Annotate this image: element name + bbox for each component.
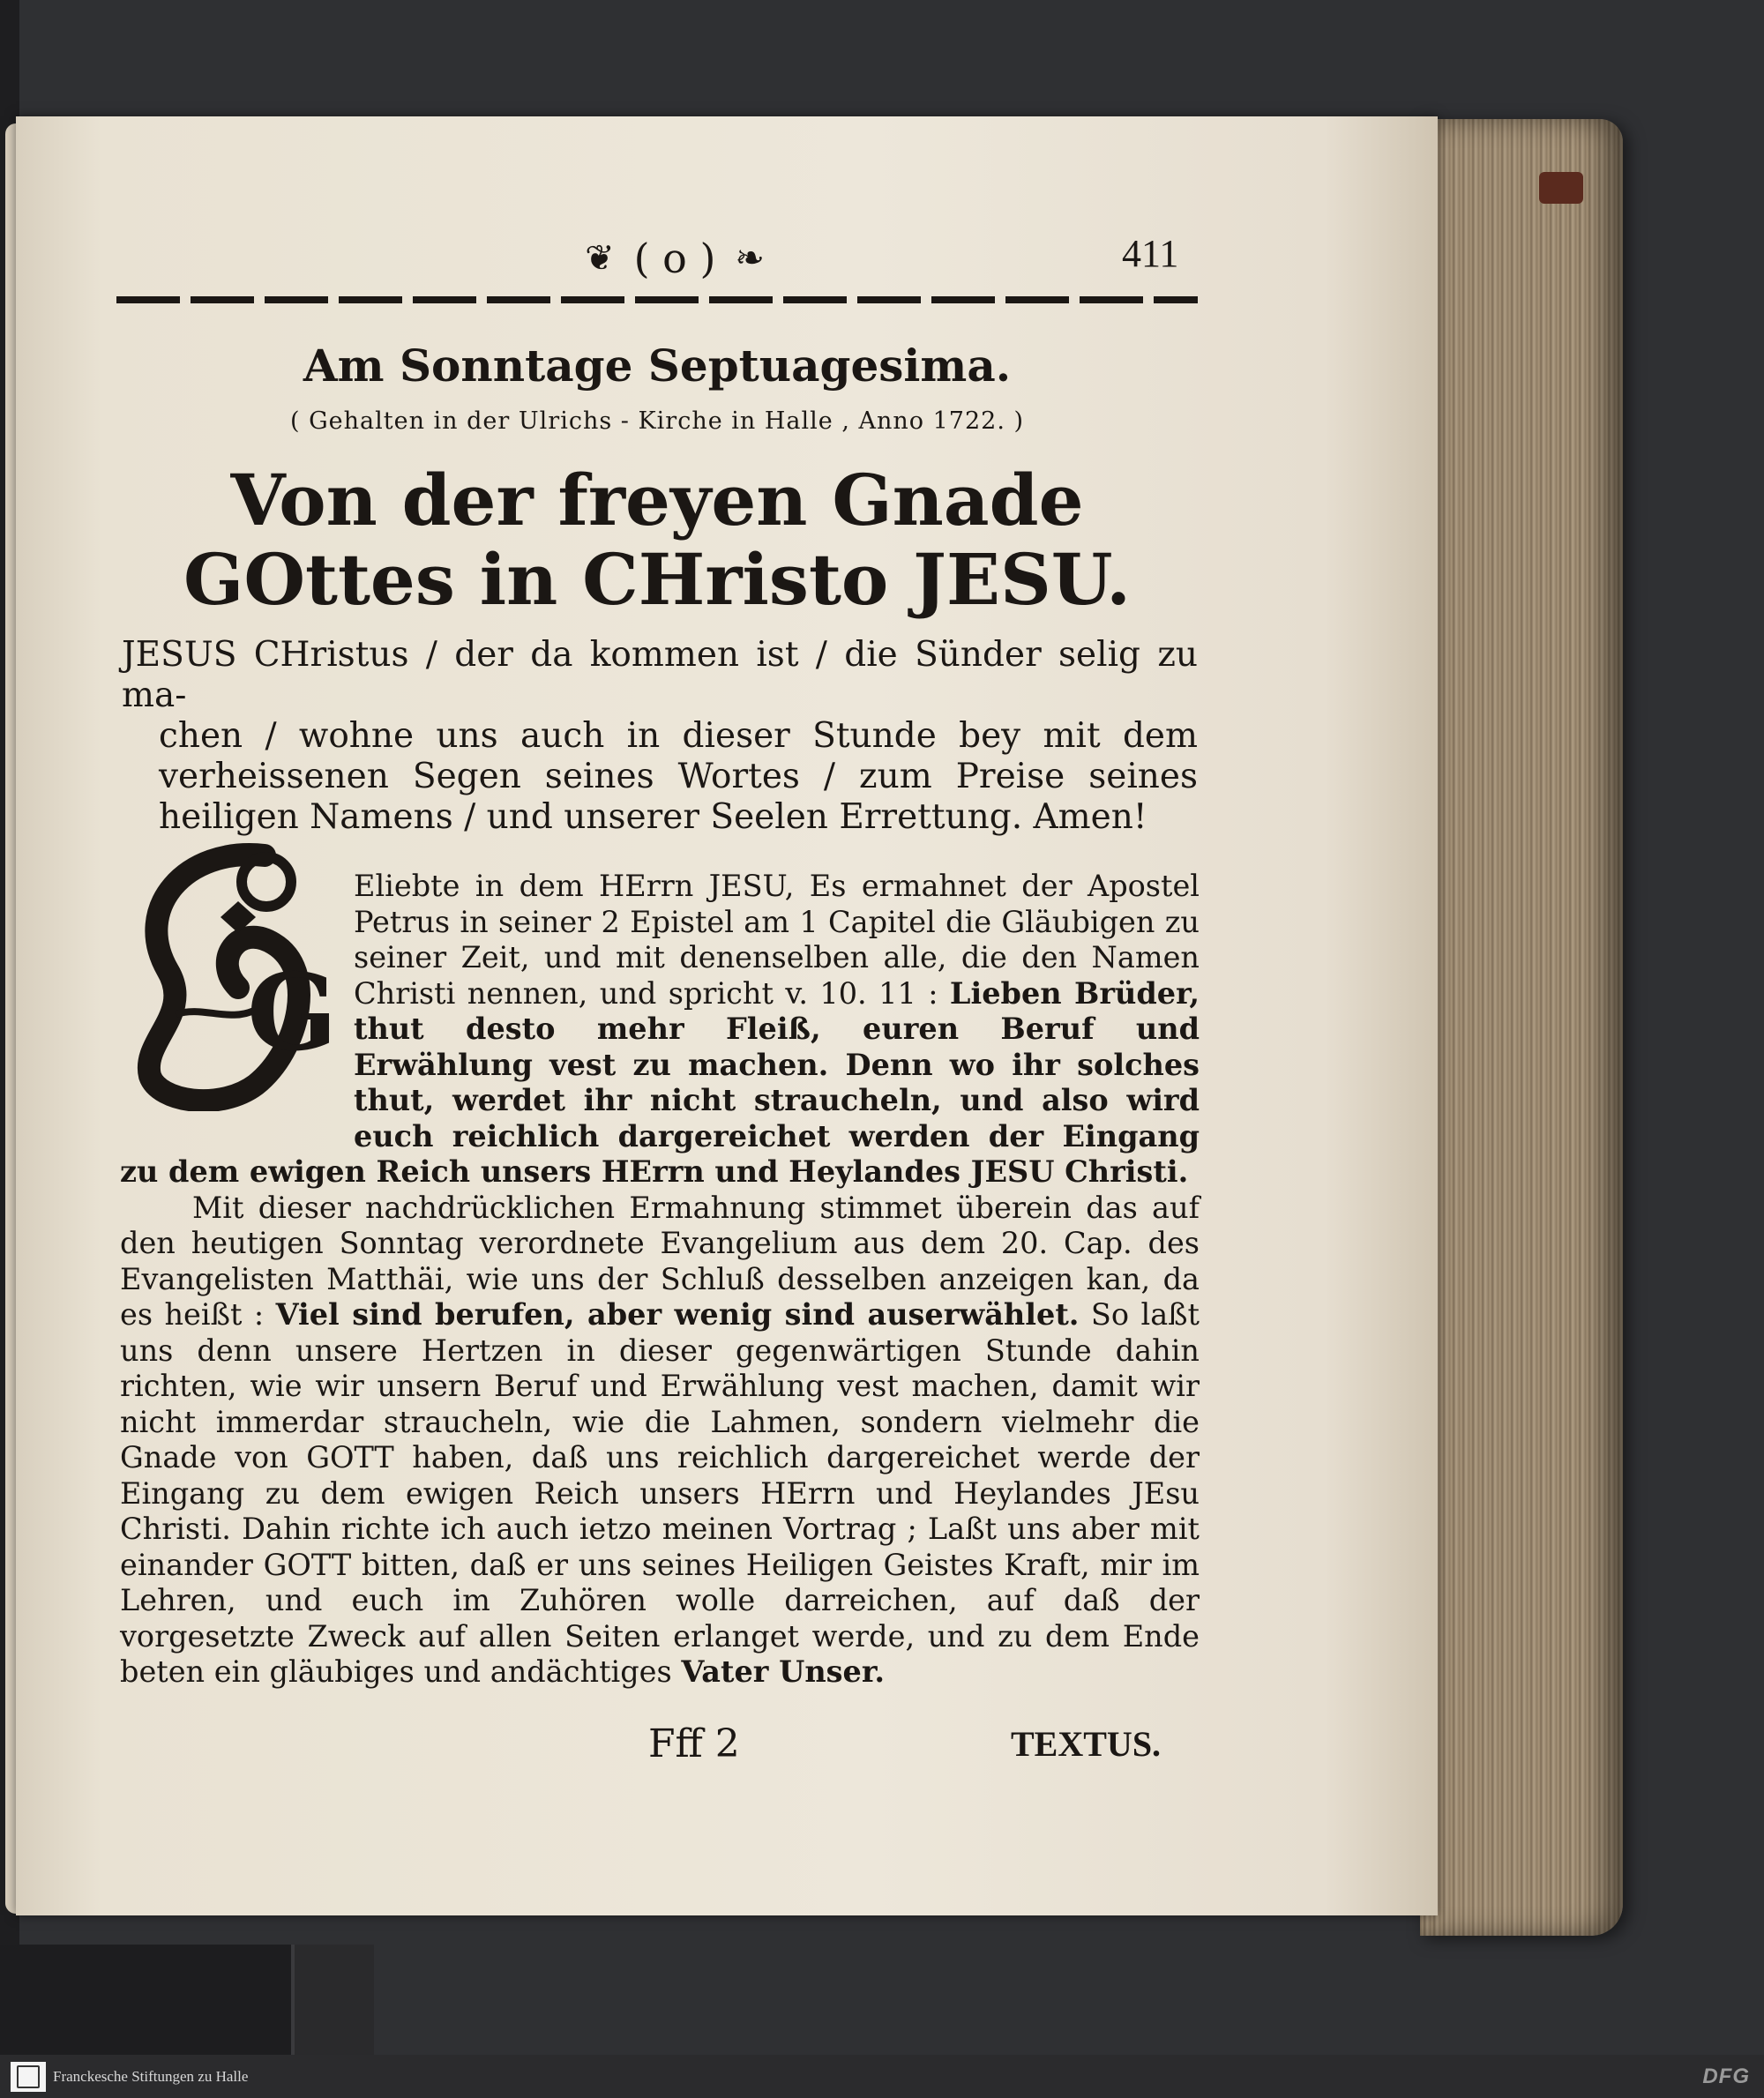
sermon-title: Von der freyen Gnade GOttes in CHristo JESU. <box>183 459 1131 621</box>
running-head-signature: ( o ) <box>633 235 716 282</box>
book-fore-edge <box>1420 119 1623 1936</box>
opening-prayer <box>122 635 1198 838</box>
paragraph-1-text: Eliebte in dem HErrn JESU, Es ermahnet der Apostel Petrus in seiner 2 Epistel am 1 Capitel die Gläubigen zu seiner Zeit, und mit denenselben alle, die den Namen Christi nennen, und spricht v. 10. 11 : <box>354 869 1200 1011</box>
opening-prayer-rest: chen / wohne uns auch in dieser Stunde bey mit dem verheissenen Segen seines Wortes / zum Preise seines heiligen Namens / und unserer Seelen Errettung. Amen! <box>159 716 1198 837</box>
initial-spacer <box>120 869 354 1147</box>
initial-letter: G <box>247 951 338 1075</box>
paragraph-2-quote: Viel sind berufen, aber wenig sind auserwählet. <box>275 1297 1080 1332</box>
book-stand-post <box>291 1945 374 2055</box>
held-note: ( Gehalten in der Ulrichs - Kirche in Halle , Anno 1722. ) <box>289 407 1025 435</box>
paragraph-1-quote: Lieben Brüder, thut desto mehr Fleiß, euren Beruf und Erwählung vest zu machen. Denn wo ihr solches thut, werdet ihr nicht straucheln, und also wird euch reichlich dargereichet werden der Eingang zu dem ewigen Reich unsers HErrn und Heylandes JESU Christi. <box>120 975 1200 1189</box>
header-rule <box>116 296 1198 303</box>
fleuron-left-icon: ❦ <box>585 238 615 279</box>
viewer-footer <box>0 2055 1764 2098</box>
page-number: 411 <box>1122 232 1179 275</box>
fleuron-right-icon: ❧ <box>735 238 765 279</box>
institution-name[interactable]: Franckesche Stiftungen zu Halle <box>53 2068 249 2085</box>
opening-prayer-first-line: JESUS CHristus / der da kommen ist / die Sünder selig zu ma- <box>122 635 1198 715</box>
paragraph-2-closing: Vater Unser. <box>681 1654 886 1689</box>
running-head <box>529 228 820 289</box>
institution-logo-icon[interactable] <box>11 2062 46 2092</box>
sunday-heading: Am Sonntage Septuagesima. <box>303 340 1012 392</box>
dfg-logo[interactable]: DFG <box>1702 2064 1750 2088</box>
paragraph-2-text-a: Mit dieser nachdrücklichen Ermahnung stimmet überein das auf den heutigen Sonntag verordnete Evangelium aus dem 20. Cap. des Evangelisten Matthäi, wie uns der Schluß desselben anzeigen kan, da es heißt : <box>120 1190 1200 1332</box>
binding-tab <box>1539 172 1583 204</box>
signature-mark: Fff 2 <box>648 1721 740 1766</box>
sermon-body <box>120 869 1200 1691</box>
catchword: TEXTUS. <box>1011 1724 1162 1764</box>
paragraph-2-text-b: So laßt uns denn unsere Hertzen in dieser gegenwärtigen Stunde dahin richten, wie wir unsern Beruf und Erwählung vest machen, damit wir nicht immerdar straucheln, wie die Lahmen, sondern vielmehr die Gnade von GOTT haben, daß uns reichlich dargereichet werde der Eingang zu dem ewigen Reich unsers HErrn und Heylandes JEsu Christi. Dahin richte ich auch ietzo meinen Vortrag ; Laßt uns aber mit einander GOTT bitten, daß er uns seines Heiligen Geistes Kraft, mir im Lehren, und euch im Zuhören wolle darreichen, auf daß der vorgesetzte Zweck auf allen Seiten erlanget werde, und zu dem Ende beten ein gläubiges und andächtiges <box>120 1297 1200 1689</box>
paragraph-2 <box>120 1191 1200 1691</box>
